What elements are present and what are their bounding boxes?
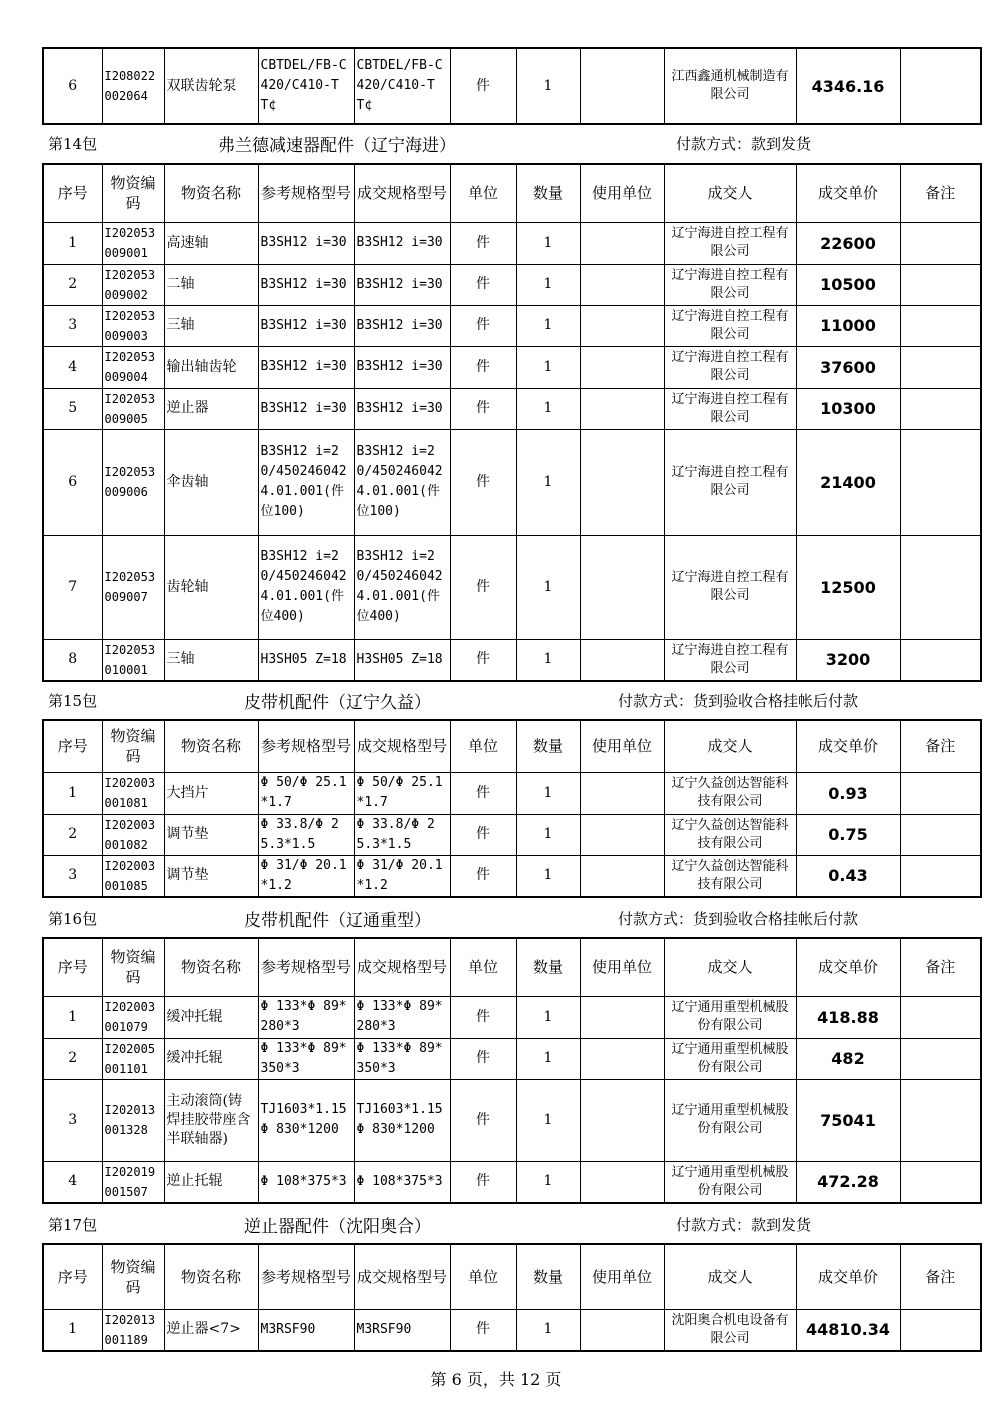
cell-name: 调节垫 <box>164 814 258 855</box>
cell-name: 双联齿轮泵 <box>164 48 258 124</box>
cell-name: 大挡片 <box>164 772 258 814</box>
cell-unit: 件 <box>450 1079 516 1161</box>
table-header-row <box>43 164 981 222</box>
package-table <box>42 937 982 1204</box>
table-row <box>43 305 981 346</box>
cell-user <box>580 1079 664 1161</box>
cell-unit: 件 <box>450 222 516 264</box>
package-title: 皮带机配件（辽通重型） <box>244 911 431 931</box>
cell-qty: 1 <box>516 1309 580 1351</box>
column-header: 成交规格型号 <box>354 720 450 772</box>
cell-ref-spec: M3RSF90 <box>258 1309 354 1351</box>
cell-seq: 2 <box>43 1038 102 1079</box>
table-header-row <box>43 1244 981 1309</box>
package-table <box>42 719 982 898</box>
cell-note <box>900 222 981 264</box>
cell-buyer: 辽宁通用重型机械股份有限公司 <box>664 1079 796 1161</box>
cell-seq: 8 <box>43 639 102 681</box>
column-header: 备注 <box>900 1244 981 1309</box>
page-footer: 第 6 页，共 12 页 <box>430 1370 562 1389</box>
column-header: 物资编码 <box>102 720 164 772</box>
cell-user <box>580 772 664 814</box>
cell-qty: 1 <box>516 1038 580 1079</box>
column-header: 备注 <box>900 164 981 222</box>
cell-note <box>900 346 981 388</box>
table-row <box>43 639 981 681</box>
package-heading <box>48 688 978 713</box>
cell-seq: 2 <box>43 264 102 305</box>
cell-deal-spec: TJ1603*1.15 Φ 830*1200 <box>354 1079 450 1161</box>
cell-ref-spec: CBTDEL/FB-C420/C410-TT¢ <box>258 48 354 124</box>
cell-note <box>900 855 981 897</box>
column-header: 备注 <box>900 938 981 996</box>
cell-unit: 件 <box>450 305 516 346</box>
cell-ref-spec: B3SH12 i=30 <box>258 388 354 429</box>
cell-qty: 1 <box>516 222 580 264</box>
cell-seq: 5 <box>43 388 102 429</box>
cell-price: 418.88 <box>796 996 900 1038</box>
cell-seq: 3 <box>43 855 102 897</box>
cell-deal-spec: Φ 33.8/Φ 25.3*1.5 <box>354 814 450 855</box>
cell-qty: 1 <box>516 305 580 346</box>
cell-note <box>900 264 981 305</box>
cell-note <box>900 1309 981 1351</box>
cell-seq: 1 <box>43 222 102 264</box>
cell-buyer: 辽宁久益创达智能科技有限公司 <box>664 772 796 814</box>
cell-user <box>580 222 664 264</box>
cell-price: 4346.16 <box>796 48 900 124</box>
column-header: 物资编码 <box>102 1244 164 1309</box>
cell-code: I202003001079 <box>102 996 164 1038</box>
cell-deal-spec: CBTDEL/FB-C420/C410-TT¢ <box>354 48 450 124</box>
cell-name: 逆止器<7> <box>164 1309 258 1351</box>
cell-price: 3200 <box>796 639 900 681</box>
cell-buyer: 辽宁海进自控工程有限公司 <box>664 388 796 429</box>
cell-price: 10300 <box>796 388 900 429</box>
cell-name: 逆止托辊 <box>164 1161 258 1203</box>
cell-qty: 1 <box>516 429 580 535</box>
cell-note <box>900 814 981 855</box>
cell-seq: 7 <box>43 535 102 639</box>
cell-unit: 件 <box>450 996 516 1038</box>
cell-ref-spec: Φ 50/Φ 25.1*1.7 <box>258 772 354 814</box>
cell-buyer: 辽宁通用重型机械股份有限公司 <box>664 1161 796 1203</box>
cell-price: 0.93 <box>796 772 900 814</box>
cell-deal-spec: B3SH12 i=30 <box>354 346 450 388</box>
payment-terms: 付款方式：款到发货 <box>676 1216 812 1234</box>
table-row <box>43 388 981 429</box>
cell-deal-spec: Φ 50/Φ 25.1*1.7 <box>354 772 450 814</box>
cell-unit: 件 <box>450 1309 516 1351</box>
cell-price: 482 <box>796 1038 900 1079</box>
cell-buyer: 辽宁海进自控工程有限公司 <box>664 535 796 639</box>
package-number: 第16包 <box>48 910 98 928</box>
cell-price: 22600 <box>796 222 900 264</box>
cell-note <box>900 1038 981 1079</box>
column-header: 物资名称 <box>164 720 258 772</box>
cell-buyer: 辽宁通用重型机械股份有限公司 <box>664 996 796 1038</box>
column-header: 数量 <box>516 1244 580 1309</box>
cell-seq: 6 <box>43 48 102 124</box>
cell-note <box>900 48 981 124</box>
cell-buyer: 辽宁通用重型机械股份有限公司 <box>664 1038 796 1079</box>
cell-ref-spec: B3SH12 i=30 <box>258 222 354 264</box>
table-row <box>43 1309 981 1351</box>
cell-code: I202013001328 <box>102 1079 164 1161</box>
cell-qty: 1 <box>516 855 580 897</box>
cell-buyer: 辽宁海进自控工程有限公司 <box>664 305 796 346</box>
package-title: 弗兰德减速器配件（辽宁海进） <box>218 136 456 156</box>
column-header: 成交人 <box>664 720 796 772</box>
cell-user <box>580 814 664 855</box>
package-number: 第15包 <box>48 692 98 710</box>
cell-price: 11000 <box>796 305 900 346</box>
cell-seq: 1 <box>43 996 102 1038</box>
cell-qty: 1 <box>516 639 580 681</box>
cell-code: I202053009004 <box>102 346 164 388</box>
cell-unit: 件 <box>450 814 516 855</box>
cell-user <box>580 388 664 429</box>
cell-name: 齿轮轴 <box>164 535 258 639</box>
cell-code: I202005001101 <box>102 1038 164 1079</box>
cell-buyer: 辽宁海进自控工程有限公司 <box>664 222 796 264</box>
column-header: 单位 <box>450 720 516 772</box>
cell-unit: 件 <box>450 264 516 305</box>
cell-ref-spec: B3SH12 i=20/4502460424.01.001(件位400) <box>258 535 354 639</box>
cell-price: 0.43 <box>796 855 900 897</box>
cell-seq: 1 <box>43 772 102 814</box>
cell-deal-spec: H3SH05 Z=18 <box>354 639 450 681</box>
cell-name: 逆止器 <box>164 388 258 429</box>
cell-unit: 件 <box>450 1038 516 1079</box>
cell-deal-spec: B3SH12 i=20/4502460424.01.001(件位100) <box>354 429 450 535</box>
cell-user <box>580 1161 664 1203</box>
cell-code: I202019001507 <box>102 1161 164 1203</box>
column-header: 成交规格型号 <box>354 1244 450 1309</box>
cell-buyer: 辽宁海进自控工程有限公司 <box>664 639 796 681</box>
table-row <box>43 346 981 388</box>
cell-ref-spec: B3SH12 i=30 <box>258 346 354 388</box>
cell-code: I202003001082 <box>102 814 164 855</box>
cell-buyer: 辽宁海进自控工程有限公司 <box>664 264 796 305</box>
cell-ref-spec: Φ 133*Φ 89*350*3 <box>258 1038 354 1079</box>
table-row <box>43 1079 981 1161</box>
cell-user <box>580 855 664 897</box>
package-title: 皮带机配件（辽宁久益） <box>244 693 431 713</box>
cell-unit: 件 <box>450 535 516 639</box>
payment-terms: 付款方式：款到发货 <box>676 135 812 153</box>
cell-buyer: 辽宁久益创达智能科技有限公司 <box>664 855 796 897</box>
cell-note <box>900 1079 981 1161</box>
cell-note <box>900 996 981 1038</box>
cell-name: 高速轴 <box>164 222 258 264</box>
package-table <box>42 1243 982 1352</box>
cell-name: 缓冲托辊 <box>164 996 258 1038</box>
package-heading <box>48 131 978 156</box>
column-header: 使用单位 <box>580 1244 664 1309</box>
cell-user <box>580 639 664 681</box>
cell-seq: 6 <box>43 429 102 535</box>
cell-qty: 1 <box>516 346 580 388</box>
cell-user <box>580 346 664 388</box>
cell-qty: 1 <box>516 1161 580 1203</box>
cell-ref-spec: Φ 133*Φ 89*280*3 <box>258 996 354 1038</box>
cell-name: 输出轴齿轮 <box>164 346 258 388</box>
cell-note <box>900 639 981 681</box>
cell-seq: 4 <box>43 346 102 388</box>
cell-price: 37600 <box>796 346 900 388</box>
package-table <box>42 163 982 682</box>
cell-user <box>580 429 664 535</box>
column-header: 使用单位 <box>580 938 664 996</box>
cell-name: 二轴 <box>164 264 258 305</box>
cell-unit: 件 <box>450 429 516 535</box>
cell-user <box>580 305 664 346</box>
table-row <box>43 1038 981 1079</box>
column-header: 单位 <box>450 164 516 222</box>
cell-ref-spec: Φ 31/Φ 20.1*1.2 <box>258 855 354 897</box>
table-row <box>43 814 981 855</box>
cell-code: I202003001081 <box>102 772 164 814</box>
column-header: 数量 <box>516 720 580 772</box>
payment-terms: 付款方式：货到验收合格挂帐后付款 <box>618 910 859 928</box>
cell-price: 21400 <box>796 429 900 535</box>
cell-unit: 件 <box>450 772 516 814</box>
cell-deal-spec: B3SH12 i=30 <box>354 222 450 264</box>
column-header: 成交人 <box>664 1244 796 1309</box>
cell-code: I202053009007 <box>102 535 164 639</box>
cell-ref-spec: TJ1603*1.15 Φ 830*1200 <box>258 1079 354 1161</box>
cell-price: 75041 <box>796 1079 900 1161</box>
cell-ref-spec: Φ 108*375*3 <box>258 1161 354 1203</box>
column-header: 使用单位 <box>580 164 664 222</box>
cell-name: 主动滚筒(铸焊挂胶带座含半联轴器) <box>164 1079 258 1161</box>
column-header: 数量 <box>516 938 580 996</box>
package-number: 第14包 <box>48 135 98 153</box>
cell-unit: 件 <box>450 1161 516 1203</box>
column-header: 成交单价 <box>796 720 900 772</box>
column-header: 成交人 <box>664 938 796 996</box>
cell-name: 调节垫 <box>164 855 258 897</box>
cell-deal-spec: Φ 31/Φ 20.1*1.2 <box>354 855 450 897</box>
cell-deal-spec: Φ 133*Φ 89*350*3 <box>354 1038 450 1079</box>
table-row <box>43 48 981 124</box>
cell-code: I202053009005 <box>102 388 164 429</box>
cell-buyer: 辽宁海进自控工程有限公司 <box>664 346 796 388</box>
cell-user <box>580 996 664 1038</box>
cell-deal-spec: B3SH12 i=30 <box>354 264 450 305</box>
cell-user <box>580 1038 664 1079</box>
cell-unit: 件 <box>450 48 516 124</box>
cell-qty: 1 <box>516 48 580 124</box>
cell-qty: 1 <box>516 1079 580 1161</box>
table-row <box>43 535 981 639</box>
cell-name: 伞齿轴 <box>164 429 258 535</box>
cell-buyer: 辽宁久益创达智能科技有限公司 <box>664 814 796 855</box>
cell-unit: 件 <box>450 346 516 388</box>
cell-ref-spec: B3SH12 i=30 <box>258 264 354 305</box>
cell-user <box>580 48 664 124</box>
cell-note <box>900 388 981 429</box>
cell-ref-spec: H3SH05 Z=18 <box>258 639 354 681</box>
cell-price: 0.75 <box>796 814 900 855</box>
package-title: 逆止器配件（沈阳奥合） <box>244 1217 431 1237</box>
payment-terms: 付款方式：货到验收合格挂帐后付款 <box>618 692 859 710</box>
cell-deal-spec: M3RSF90 <box>354 1309 450 1351</box>
cell-seq: 3 <box>43 305 102 346</box>
cell-deal-spec: Φ 133*Φ 89*280*3 <box>354 996 450 1038</box>
cell-buyer: 江西鑫通机械制造有限公司 <box>664 48 796 124</box>
cell-buyer: 辽宁海进自控工程有限公司 <box>664 429 796 535</box>
column-header: 成交单价 <box>796 938 900 996</box>
cell-name: 三轴 <box>164 639 258 681</box>
column-header: 使用单位 <box>580 720 664 772</box>
table-row <box>43 772 981 814</box>
cell-name: 三轴 <box>164 305 258 346</box>
cell-user <box>580 1309 664 1351</box>
column-header: 序号 <box>43 938 102 996</box>
cell-seq: 2 <box>43 814 102 855</box>
column-header: 备注 <box>900 720 981 772</box>
cell-code: I202053009006 <box>102 429 164 535</box>
cell-note <box>900 535 981 639</box>
column-header: 物资编码 <box>102 164 164 222</box>
cell-code: I202013001189 <box>102 1309 164 1351</box>
column-header: 物资名称 <box>164 938 258 996</box>
column-header: 序号 <box>43 1244 102 1309</box>
cell-price: 44810.34 <box>796 1309 900 1351</box>
cell-user <box>580 535 664 639</box>
column-header: 数量 <box>516 164 580 222</box>
cell-ref-spec: B3SH12 i=20/4502460424.01.001(件位100) <box>258 429 354 535</box>
column-header: 序号 <box>43 164 102 222</box>
cell-qty: 1 <box>516 388 580 429</box>
cell-deal-spec: Φ 108*375*3 <box>354 1161 450 1203</box>
cell-code: I202053009002 <box>102 264 164 305</box>
table-header-row <box>43 720 981 772</box>
table-row <box>43 1161 981 1203</box>
column-header: 参考规格型号 <box>258 164 354 222</box>
cell-note <box>900 1161 981 1203</box>
column-header: 物资名称 <box>164 164 258 222</box>
cell-note <box>900 305 981 346</box>
cell-price: 472.28 <box>796 1161 900 1203</box>
cell-code: I208022002064 <box>102 48 164 124</box>
cell-seq: 1 <box>43 1309 102 1351</box>
cell-deal-spec: B3SH12 i=30 <box>354 305 450 346</box>
table-row <box>43 222 981 264</box>
column-header: 物资编码 <box>102 938 164 996</box>
column-header: 单位 <box>450 938 516 996</box>
package-heading <box>48 906 978 931</box>
column-header: 成交单价 <box>796 164 900 222</box>
cell-seq: 4 <box>43 1161 102 1203</box>
column-header: 单位 <box>450 1244 516 1309</box>
cell-qty: 1 <box>516 264 580 305</box>
cell-code: I202053010001 <box>102 639 164 681</box>
cell-deal-spec: B3SH12 i=20/4502460424.01.001(件位400) <box>354 535 450 639</box>
cell-deal-spec: B3SH12 i=30 <box>354 388 450 429</box>
column-header: 成交规格型号 <box>354 938 450 996</box>
cell-user <box>580 264 664 305</box>
column-header: 参考规格型号 <box>258 938 354 996</box>
column-header: 成交单价 <box>796 1244 900 1309</box>
table-row <box>43 855 981 897</box>
cell-unit: 件 <box>450 855 516 897</box>
cell-name: 缓冲托辊 <box>164 1038 258 1079</box>
cell-price: 10500 <box>796 264 900 305</box>
table-row <box>43 996 981 1038</box>
column-header: 参考规格型号 <box>258 720 354 772</box>
cell-ref-spec: Φ 33.8/Φ 25.3*1.5 <box>258 814 354 855</box>
cell-code: I202053009003 <box>102 305 164 346</box>
cell-qty: 1 <box>516 535 580 639</box>
cell-buyer: 沈阳奥合机电设备有限公司 <box>664 1309 796 1351</box>
cell-unit: 件 <box>450 388 516 429</box>
cell-code: I202053009001 <box>102 222 164 264</box>
cell-code: I202003001085 <box>102 855 164 897</box>
column-header: 物资名称 <box>164 1244 258 1309</box>
column-header: 参考规格型号 <box>258 1244 354 1309</box>
continued-table <box>42 47 982 125</box>
cell-ref-spec: B3SH12 i=30 <box>258 305 354 346</box>
column-header: 成交规格型号 <box>354 164 450 222</box>
cell-price: 12500 <box>796 535 900 639</box>
cell-unit: 件 <box>450 639 516 681</box>
cell-note <box>900 429 981 535</box>
table-row <box>43 429 981 535</box>
cell-qty: 1 <box>516 772 580 814</box>
package-number: 第17包 <box>48 1216 98 1234</box>
cell-qty: 1 <box>516 814 580 855</box>
cell-qty: 1 <box>516 996 580 1038</box>
column-header: 成交人 <box>664 164 796 222</box>
cell-seq: 3 <box>43 1079 102 1161</box>
table-header-row <box>43 938 981 996</box>
table-row <box>43 264 981 305</box>
package-heading <box>48 1212 978 1237</box>
cell-note <box>900 772 981 814</box>
column-header: 序号 <box>43 720 102 772</box>
